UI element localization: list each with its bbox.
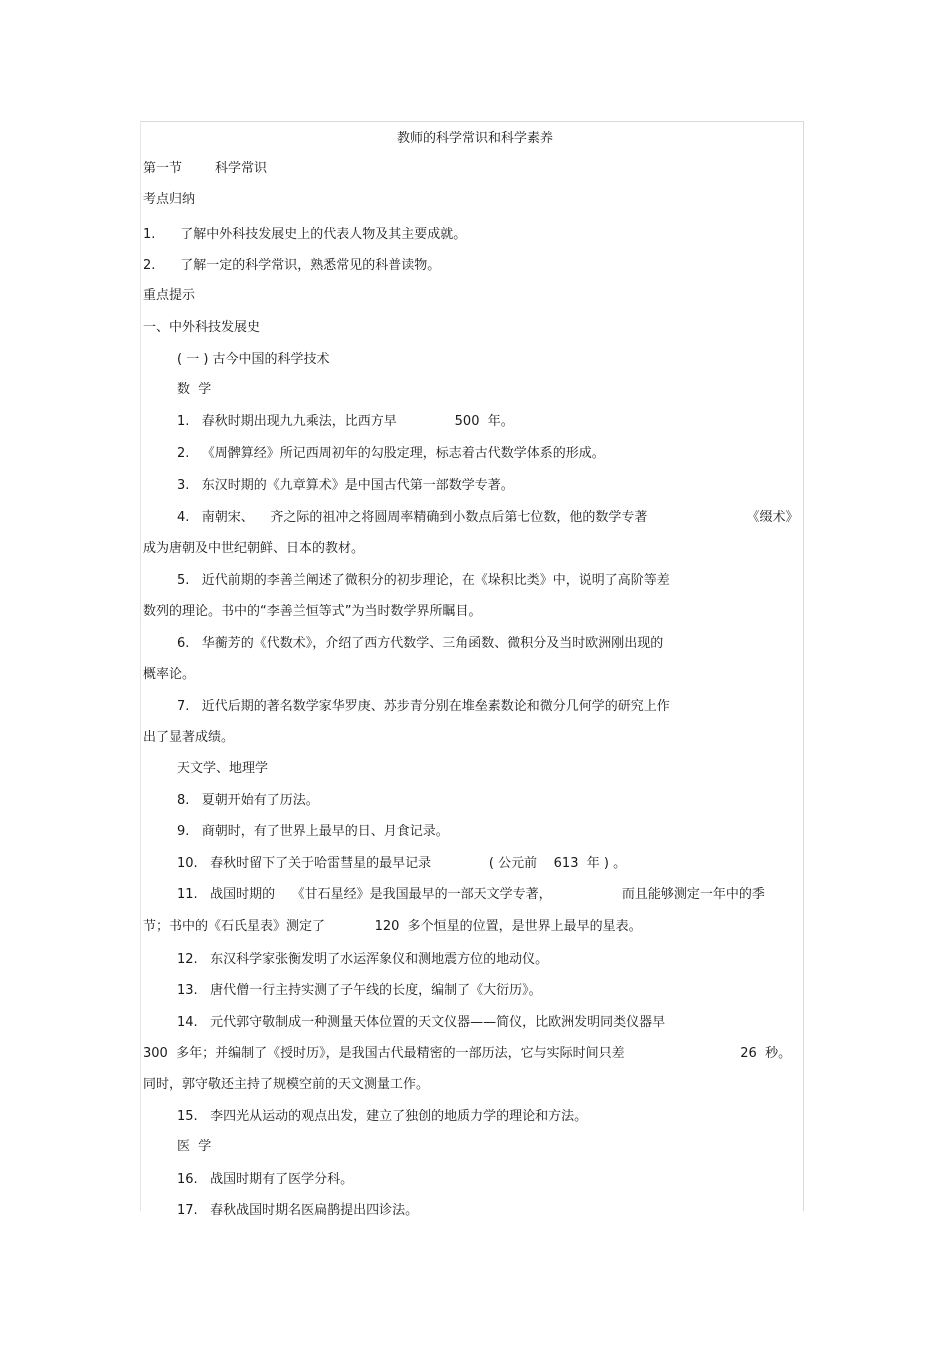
subsection-heading: ( 一 ) 古今中国的科学技术 [177, 352, 330, 367]
text-line: 3. 东汉时期的《九章算术》是中国古代第一部数学专著。 [177, 478, 514, 493]
text-line: 15. 李四光从运动的观点出发，建立了独创的地质力学的理论和方法。 [177, 1109, 588, 1124]
document-title: 教师的科学常识和科学素养 [396, 131, 553, 146]
subsection-heading: 考点归纳 [143, 192, 196, 207]
section-heading: 一、中外科技发展史 [143, 320, 261, 335]
text-line: 300 多年；并编制了《授时历》，是我国古代最精密的一部历法，它与实际时间只差 26 秒。 [143, 1046, 792, 1061]
text-line: 14. 元代郭守敬制成一种测量天体位置的天文仪器——简仪，比欧洲发明同类仪器早 [177, 1015, 666, 1030]
text-line: 出了显著成绩。 [143, 730, 235, 745]
text-line: 2. 《周髀算经》所记西周初年的勾股定理，标志着古代数学体系的形成。 [177, 446, 605, 461]
text-line: 8. 夏朝开始有了历法。 [177, 793, 319, 808]
section-heading: 第一节 科学常识 [143, 161, 268, 176]
text-line: 成为唐朝及中世纪朝鲜、日本的教材。 [143, 541, 365, 556]
text-line: 4. 南朝宋、 齐之际的祖冲之将圆周率精确到小数点后第七位数，他的数学专著 《缀术》 [177, 510, 799, 525]
text-line: 13. 唐代僧一行主持实测了子午线的长度，编制了《大衍历》。 [177, 983, 542, 998]
text-line: 5. 近代前期的李善兰阐述了微积分的初步理论，在《垛积比类》中，说明了高阶等差 [177, 573, 670, 588]
text-line: 10. 春秋时留下了关于哈雷彗星的最早记录 ( 公元前 613 年 ) 。 [177, 856, 627, 871]
subsection-heading: 重点提示 [143, 288, 196, 303]
text-line: 1. 了解中外科技发展史上的代表人物及其主要成就。 [143, 227, 467, 242]
text-line: 11. 战国时期的 《甘石星经》是我国最早的一部天文学专著， 而且能够测定一年中的季 [177, 887, 765, 902]
category-heading: 医 学 [177, 1139, 212, 1154]
text-line: 12. 东汉科学家张衡发明了水运浑象仪和测地震方位的地动仪。 [177, 952, 549, 967]
category-heading: 天文学、地理学 [177, 761, 269, 776]
category-heading: 数 学 [177, 382, 212, 397]
text-line: 7. 近代后期的著名数学家华罗庚、苏步青分别在堆垒素数论和微分几何学的研究上作 [177, 699, 670, 714]
text-line: 6. 华蘅芳的《代数术》，介绍了西方代数学、三角函数、微积分及当时欧洲刚出现的 [177, 636, 664, 651]
text-line: 1. 春秋时期出现九九乘法，比西方早 500 年。 [177, 414, 514, 429]
text-line: 数列的理论。书中的“李善兰恒等式”为当时数学界所瞩目。 [143, 604, 482, 619]
text-line: 概率论。 [143, 667, 196, 682]
text-line: 节；书中的《石氏星表》测定了 120 多个恒星的位置，是世界上最早的星表。 [143, 919, 642, 934]
text-line: 17. 春秋战国时期名医扁鹊提出四诊法。 [177, 1203, 419, 1218]
text-line: 同时，郭守敬还主持了规模空前的天文测量工作。 [143, 1077, 430, 1092]
text-line: 9. 商朝时，有了世界上最早的日、月食记录。 [177, 824, 449, 839]
text-line: 2. 了解一定的科学常识，熟悉常见的科普读物。 [143, 258, 441, 273]
text-line: 16. 战国时期有了医学分科。 [177, 1172, 354, 1187]
